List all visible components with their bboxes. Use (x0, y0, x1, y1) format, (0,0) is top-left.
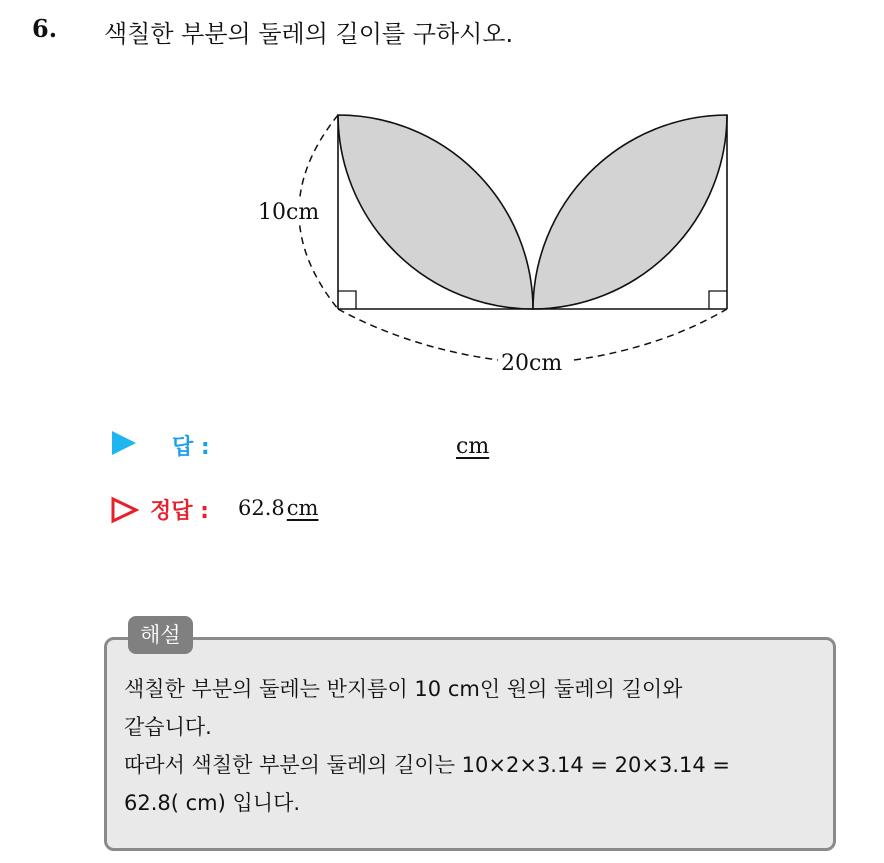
question-text: 색칠한 부분의 둘레의 길이를 구하시오. (104, 20, 514, 48)
solution-line-4: 62.8( cm) 입니다. (124, 791, 301, 815)
answer-label: 답 : (172, 435, 210, 460)
solution-line-3: 따라서 색칠한 부분의 둘레의 길이는 10×2×3.14 = 20×3.14 = (124, 753, 730, 777)
left-shaded-lens (338, 115, 533, 309)
answer-key-unit: cm (286, 496, 319, 520)
right-shaded-lens (533, 115, 727, 309)
answer-unit: cm (456, 434, 490, 459)
width-dimension-arc-right (574, 309, 727, 360)
question-number: 6. (32, 14, 58, 43)
solution-line-1: 색칠한 부분의 둘레는 반지름이 10 cm인 원의 둘레의 길이와 (124, 677, 683, 701)
solution-line-2: 같습니다. (124, 715, 212, 739)
answer-marker-icon (112, 431, 136, 455)
solution-text (124, 670, 824, 822)
width-label: 20cm (501, 351, 563, 376)
answer-key-marker-icon (110, 496, 140, 524)
solution-tag: 해설 (128, 616, 193, 654)
answer-key-label: 정답 : (150, 499, 209, 524)
answer-key-value: 62.8 (238, 496, 285, 520)
right-angle-marker-left (338, 291, 356, 309)
width-dimension-arc-left (338, 309, 498, 360)
right-angle-marker-right (709, 291, 727, 309)
height-label: 10cm (258, 200, 320, 225)
answer-key-value-line (238, 496, 322, 520)
geometry-figure (240, 100, 760, 390)
